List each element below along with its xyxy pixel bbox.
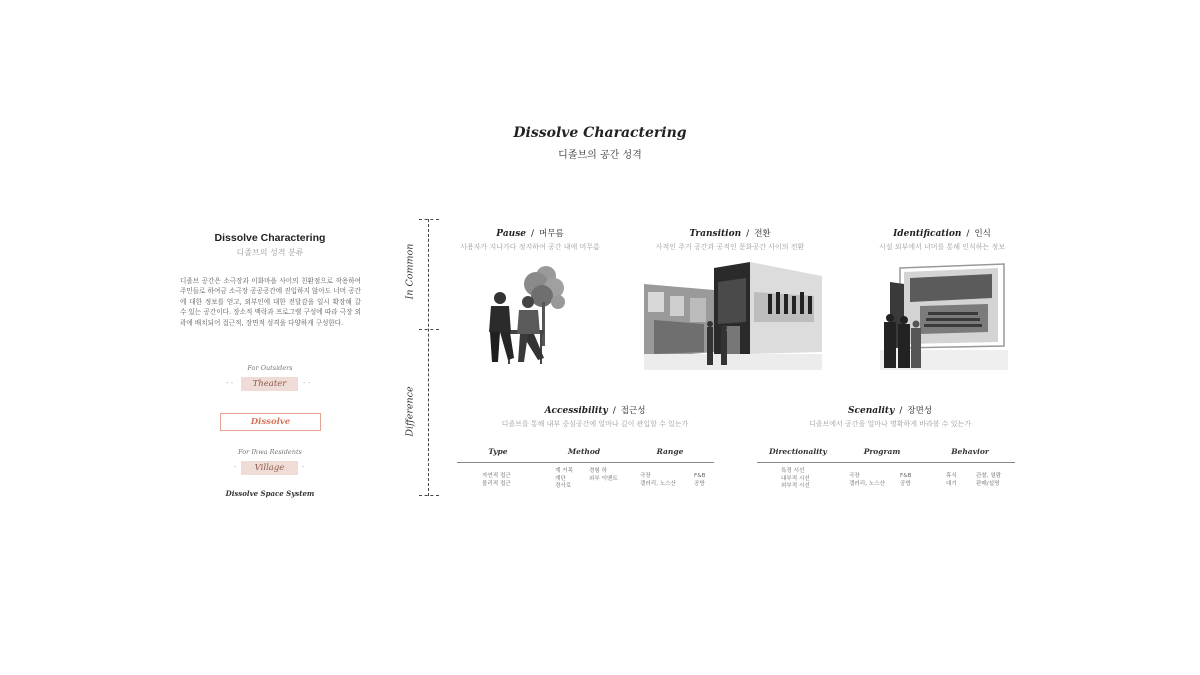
transition-ko: 전환 — [754, 229, 771, 239]
transition-title: Transition — [689, 229, 742, 239]
identification-ko: 인식 — [974, 229, 991, 239]
axis-tick-middle — [419, 329, 439, 330]
scenality-table-rule — [757, 462, 1015, 463]
accessibility-header-method: Method — [567, 447, 601, 456]
theater-interior-illustration — [880, 262, 1008, 370]
accessibility-cell-method-2: 경험 하 외부 이벤트 — [589, 468, 618, 482]
scenality-heading: Scenality / 장면성 — [848, 406, 932, 416]
scenality-cell-program-2: F&B 공방 — [900, 473, 912, 487]
scenality-cell-behavior-2: 관찰, 열람 판매/설명 — [976, 473, 1002, 487]
pause-title: Pause — [496, 229, 526, 239]
identification-desc: 시설 외부에서 너머를 통해 인식하는 정보 — [878, 243, 1006, 251]
accessibility-desc: 디졸브를 통해 내부 중심공간에 얼마나 깊이 관입할 수 있는가 — [501, 420, 689, 428]
axis-label-difference: Difference — [404, 386, 416, 437]
accessibility-cell-range-1: 극장 갤러리, 노스산 — [640, 473, 676, 487]
axis-tick-top — [419, 219, 439, 220]
dissolve-tag: Dissolve — [220, 413, 321, 431]
people-sitting-tree-illustration — [478, 262, 568, 366]
identification-heading: Identification / 인식 — [893, 229, 991, 239]
accessibility-title: Accessibility — [544, 406, 608, 416]
scenality-cell-behavior-1: 휴식 대기 — [946, 473, 957, 487]
accessibility-header-type: Type — [488, 447, 508, 456]
scenality-header-program: Program — [863, 447, 901, 456]
scenality-cell-directionality: 특정 시선 내부적 시선 외부적 시선 — [781, 468, 810, 490]
village-dash-right: - — [302, 463, 305, 471]
accessibility-cell-method-1: 계 거목 계단 경사로 — [555, 468, 573, 490]
axis-label-in-common: In Common — [404, 243, 416, 300]
scenality-title: Scenality — [848, 406, 895, 416]
axis-tick-bottom — [419, 495, 439, 496]
theater-dash-left: - - — [226, 379, 234, 387]
page-subtitle: 디졸브의 공간 성격 — [558, 150, 642, 161]
scenality-header-behavior: Behavior — [951, 447, 989, 456]
transition-desc: 사적인 주거 공간과 공적인 문화공간 사이의 전환 — [655, 243, 805, 251]
accessibility-header-range: Range — [656, 447, 684, 456]
scenality-cell-program-1: 극장 갤러리, 노스산 — [849, 473, 885, 487]
street-building-illustration — [644, 262, 822, 370]
accessibility-table-rule — [457, 462, 714, 463]
for-residents-label: For Ihwa Residents — [238, 448, 302, 456]
space-system-label: Dissolve Space System — [225, 489, 315, 498]
accessibility-heading: Accessibility / 접근성 — [544, 406, 646, 416]
pause-desc: 사용자가 지나가다 정지하여 공간 내에 머무름 — [460, 243, 600, 251]
village-dash-left: - — [234, 463, 237, 471]
pause-heading: Pause / 머무름 — [496, 229, 564, 239]
theater-dash-right: - - — [303, 379, 311, 387]
scenality-desc: 디졸브에서 공간을 얼마나 명확하게 바라볼 수 있는가 — [808, 420, 972, 428]
scenality-header-directionality: Directionality — [769, 447, 827, 456]
pause-ko: 머무름 — [539, 229, 564, 239]
village-tag: Village — [241, 461, 298, 475]
accessibility-ko: 접근성 — [620, 406, 646, 416]
transition-heading: Transition / 전환 — [689, 229, 771, 239]
theater-tag: Theater — [241, 377, 298, 391]
identification-title: Identification — [893, 229, 962, 239]
for-outsiders-label: For Outsiders — [247, 364, 293, 372]
axis-line — [428, 219, 430, 496]
accessibility-cell-range-2: F&B 공방 — [694, 473, 706, 487]
left-title: Dissolve Charactering — [214, 232, 326, 244]
page-title: Dissolve Charactering — [513, 125, 687, 141]
scenality-ko: 장면성 — [907, 406, 932, 416]
left-description: 디졸브 공간은 소극장과 이화마을 사이의 친환점으로 작용하여 주민들로 하여금 소극장 공공공간에 진입하지 않아도 너머 공간에 대한 정보를 얻고, 외부인에 대한 전달감을 일시 확장해 갈 수 있는 공간이다. 장소적 맥락과 프로그램 구성에 따라 극장 외곽에 배치되어 접근적, 장면적 성격을 다양하게 구성한다. — [180, 277, 361, 327]
accessibility-cell-type: 자연적 접근 물리적 접근 — [482, 473, 511, 487]
left-subtitle: 디졸브의 성격 분류 — [236, 248, 304, 257]
